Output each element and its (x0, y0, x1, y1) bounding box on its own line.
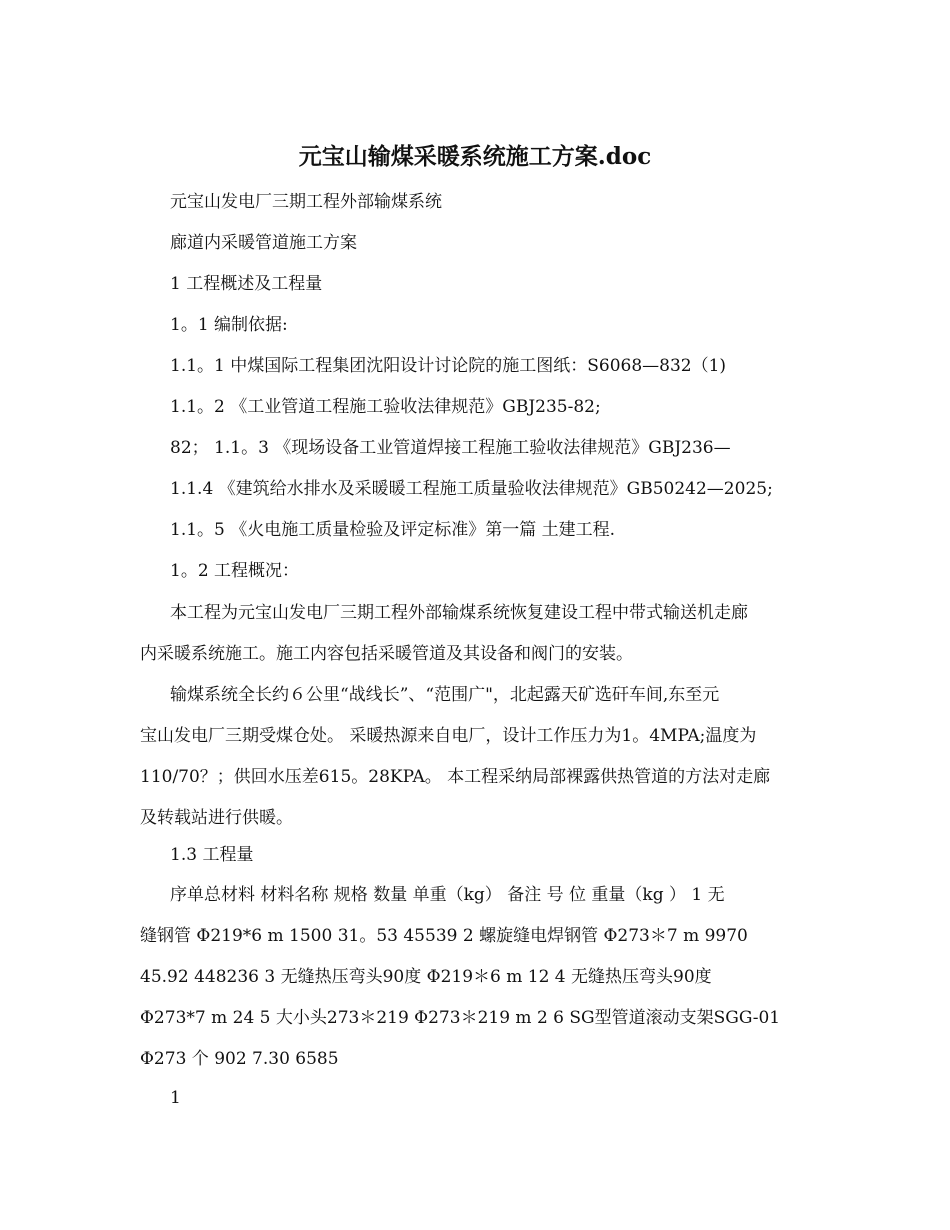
overview-paragraph-2 (140, 675, 808, 839)
paragraph-line: 宝山发电厂三期受煤仓处。 采暖热源来自电厂，设计工作压力为1。4MPA;温度为 (140, 726, 757, 746)
quantity-paragraph (140, 875, 808, 1080)
paragraph-line: 序单总材料 材料名称 规格 数量 单重（kg） 备注 号 位 重量（kg ） 1 无 (170, 885, 725, 905)
basis-item-3: 82； 1.1。3 《现场设备工业管道焊接工程施工验收法律规范》GBJ236— (170, 438, 731, 458)
subtitle-line-2: 廊道内采暖管道施工方案 (170, 233, 357, 253)
paragraph-line: 45.92 448236 3 无缝热压弯头90度 Φ219＊6 m 12 4 无缝热压弯头90度 (140, 967, 712, 987)
overview-paragraph-1 (140, 593, 808, 675)
basis-item-5: 1.1。5 《火电施工质量检验及评定标准》第一篇 土建工程. (170, 520, 616, 540)
subtitle-line-1: 元宝山发电厂三期工程外部输煤系统 (170, 192, 442, 212)
paragraph-line: 输煤系统全长约６公里“战线长”、“范围广"，北起露天矿选矸车间,东至元 (170, 685, 720, 705)
section-heading-1: 1 工程概述及工程量 (170, 274, 323, 294)
paragraph-line: 及转载站进行供暖。 (140, 808, 293, 828)
basis-item-4: 1.1.4 《建筑给水排水及采暖暖工程施工质量验收法律规范》GB50242—2025; (170, 479, 773, 499)
page-number: 1 (170, 1088, 181, 1108)
paragraph-line: Φ273*7 m 24 5 大小头273＊219 Φ273＊219 m 2 6 SG型管道滚动支架SGG-01 (140, 1008, 781, 1028)
basis-item-1: 1.1。1 中煤国际工程集团沈阳设计讨论院的施工图纸：S6068—832（1) (170, 356, 727, 376)
section-heading-1-1: 1。1 编制依据: (170, 315, 288, 335)
section-heading-1-3: 1.3 工程量 (170, 845, 254, 865)
section-heading-1-2: 1。2 工程概况： (170, 561, 300, 581)
document-title: 元宝山输煤采暖系统施工方案.doc (298, 143, 652, 170)
basis-item-2: 1.1。2 《工业管道工程施工验收法律规范》GBJ235-82; (170, 397, 601, 417)
paragraph-line: 内采暖系统施工。施工内容包括采暖管道及其设备和阀门的安装。 (140, 644, 633, 664)
paragraph-line: 110/70？；供回水压差615。28KPA。 本工程采纳局部裸露供热管道的方法对走廊 (140, 767, 771, 787)
paragraph-line: Φ273 个 902 7.30 6585 (140, 1049, 339, 1069)
paragraph-line: 本工程为元宝山发电厂三期工程外部输煤系统恢复建设工程中带式输送机走廊 (170, 603, 748, 623)
paragraph-line: 缝钢管 Φ219*6 m 1500 31。53 45539 2 螺旋缝电焊钢管 Φ273＊7 m 9970 (140, 926, 748, 946)
